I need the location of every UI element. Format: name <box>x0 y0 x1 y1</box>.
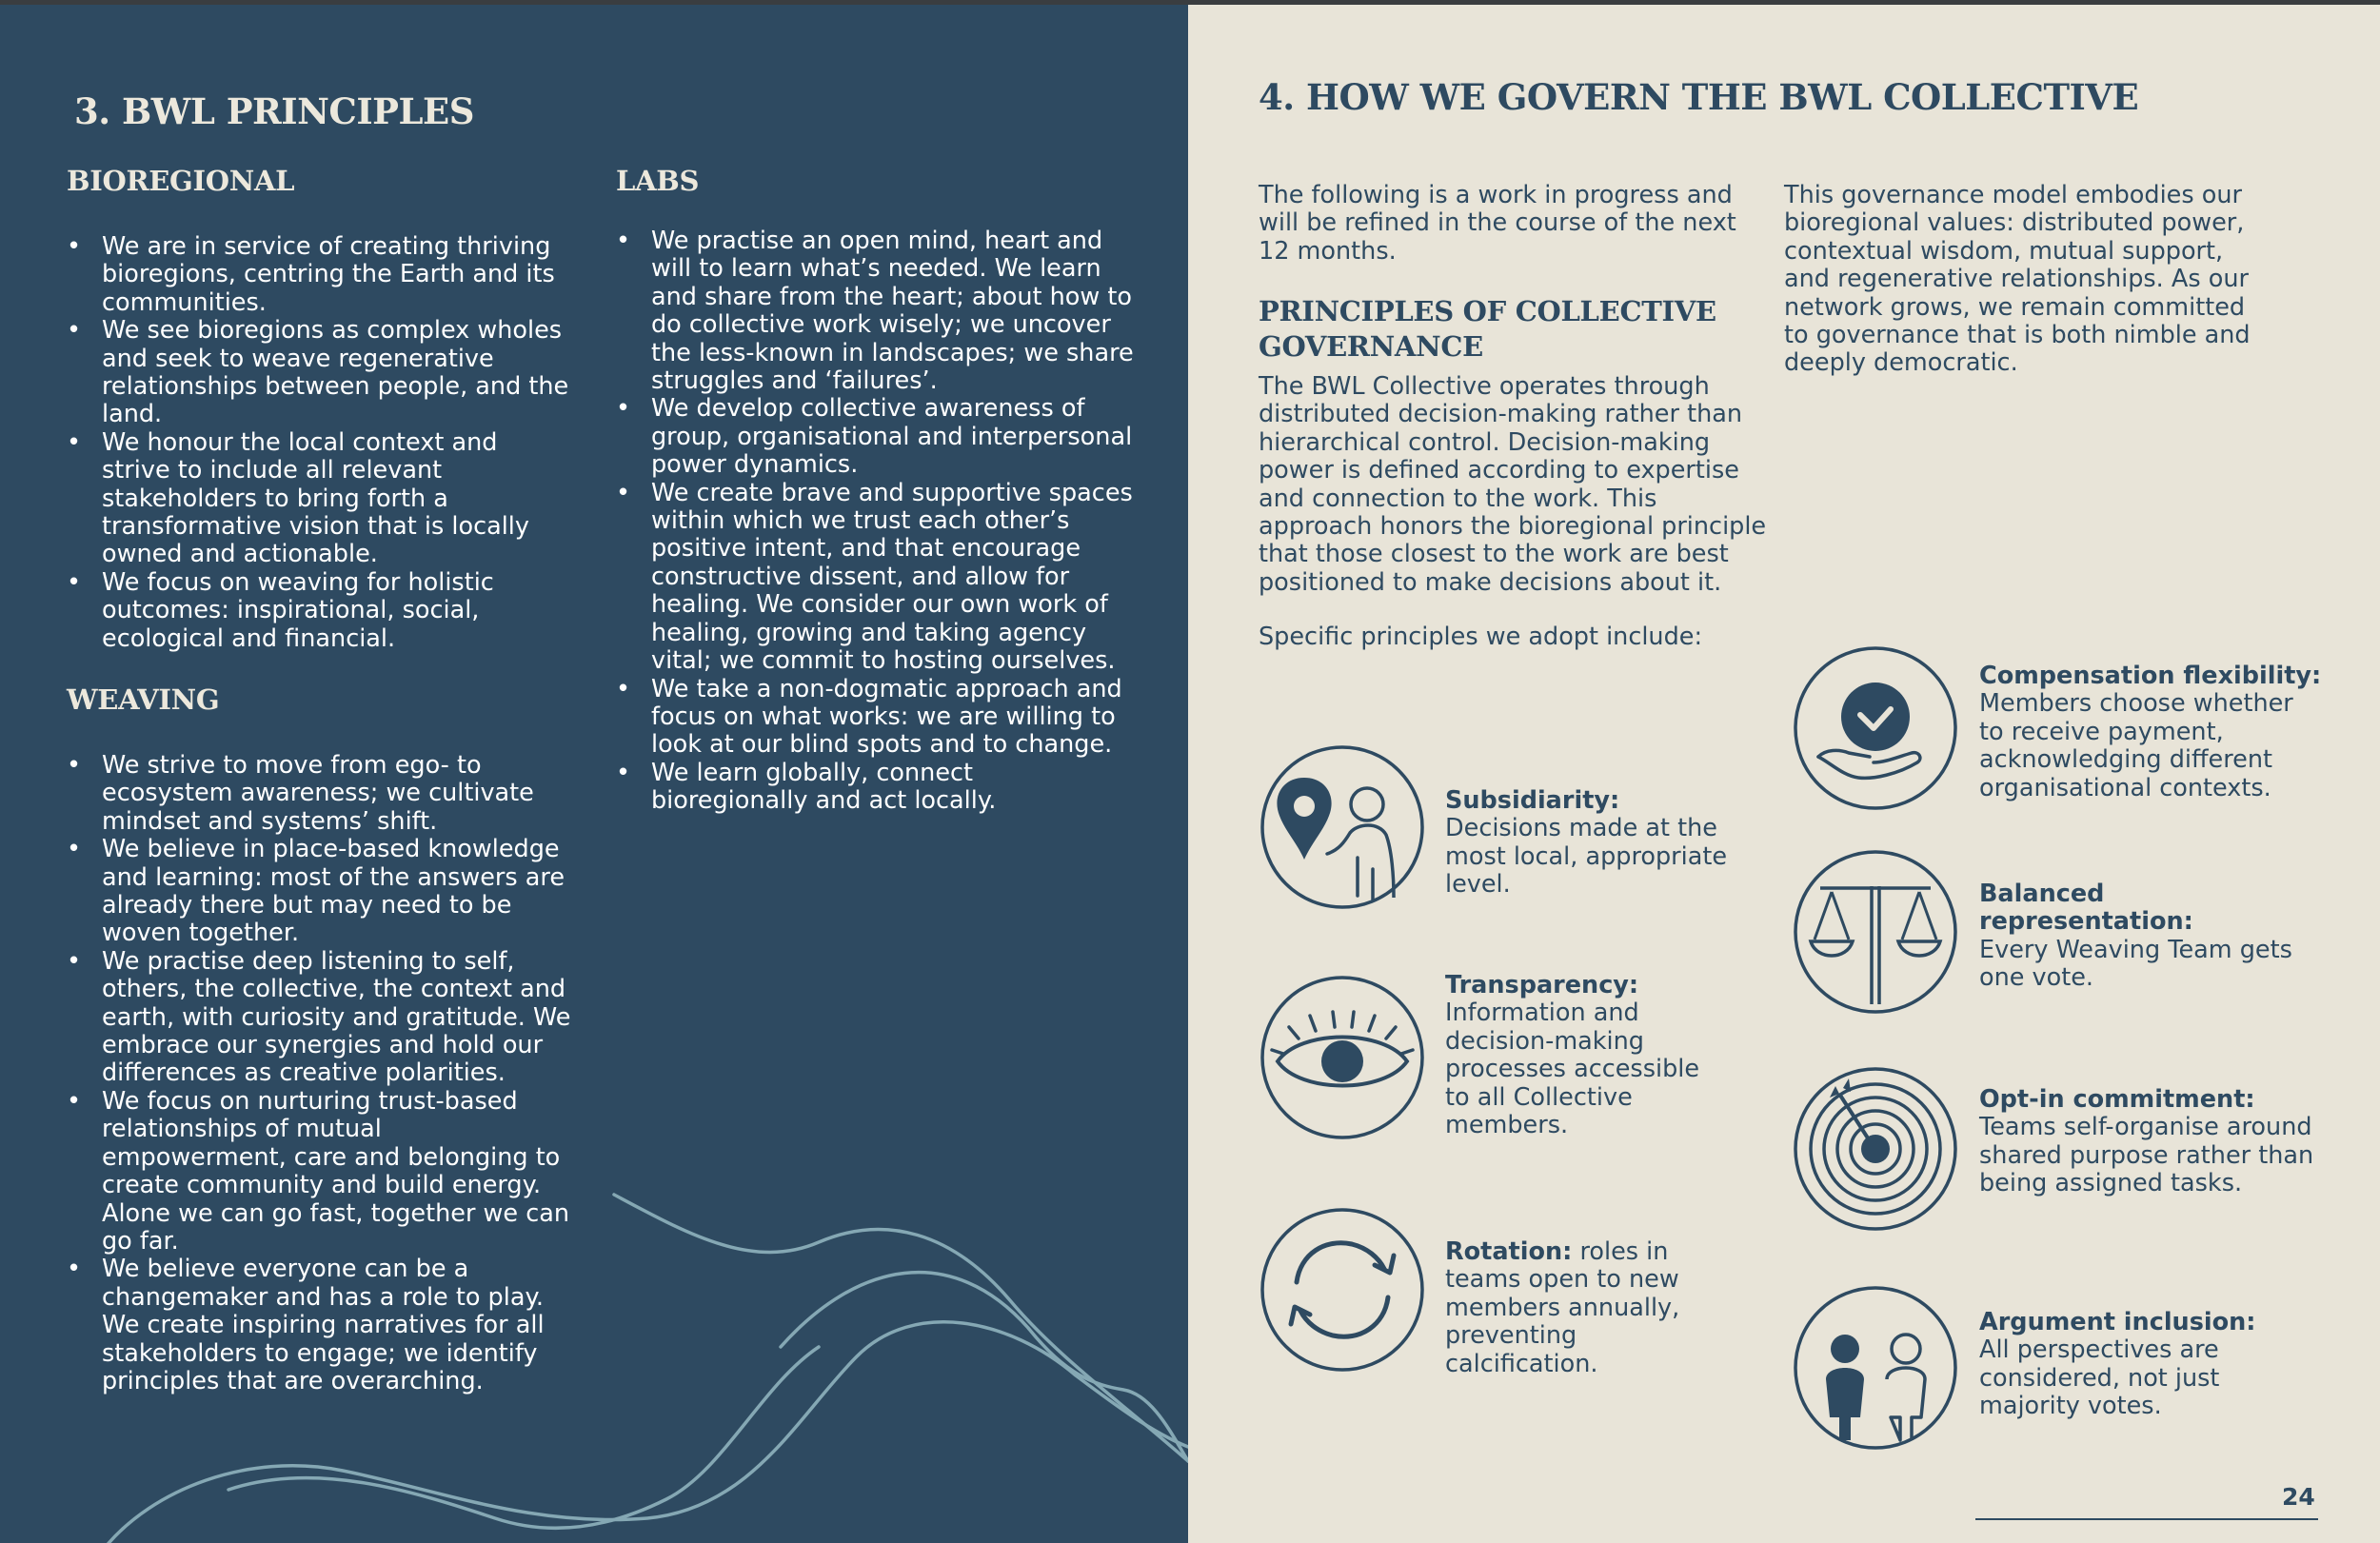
principle-title: Rotation: <box>1445 1237 1573 1266</box>
model-text: This governance model embodies our bioregional values: distributed power, contextual wisdom, mutual support, and regenerative relationships. As our network grows, we remain committed to governance that is both nimble and deeply democratic. <box>1784 181 2251 378</box>
principle-title: Argument inclusion: <box>1979 1308 2256 1336</box>
two-people-icon <box>1792 1284 1959 1452</box>
list-item: • We focus on nurturing trust-based relationships of mutual empowerment, care and belonging to create community and build energy. Alone we can go fast, together we can go far. <box>67 1088 571 1256</box>
principle-title: Compensation flexibility: <box>1979 662 2322 690</box>
list-item: • We believe in place-based knowledge and learning: most of the answers are already there but may need to be woven together. <box>67 836 571 948</box>
list-item: • We create brave and supportive spaces within which we trust each other’s positive intent, and that encourage constructive dissent, and allow for healing. We consider our own work of healing, growing and taking agency vital; we commit to hosting ourselves. <box>616 480 1135 676</box>
principle-rotation <box>1445 1238 1731 1378</box>
principle-title: Subsidiarity: <box>1445 786 1620 815</box>
principle-title: Transparency: <box>1445 971 1639 999</box>
weaving-list <box>67 752 571 1395</box>
principle-subsidiarity <box>1445 787 1731 900</box>
principle-text: roles in teams open to new members annually, preventing calcification. <box>1445 1237 1680 1378</box>
principle-title: Opt-in commitment: <box>1979 1085 2255 1114</box>
principle-compensation <box>1979 663 2322 802</box>
principles-text: The BWL Collective operates through distributed decision-making rather than hierarchical control. Decision-making power is defined according to expertise and connection to the work. This approach honors the bioregional principle that those closest to the work are best positioned to make decisions about it. <box>1259 372 1767 597</box>
left-page <box>0 5 1188 1543</box>
principle-argument <box>1979 1309 2322 1421</box>
specific-principles-label: Specific principles we adopt include: <box>1259 623 1703 651</box>
bioregional-heading: BIOREGIONAL <box>67 165 295 197</box>
principle-text: All perspectives are considered, not just majority votes. <box>1979 1335 2220 1421</box>
list-item: • We strive to move from ego- to ecosystem awareness; we cultivate mindset and systems’ shift. <box>67 752 571 836</box>
labs-heading: LABS <box>616 165 700 197</box>
list-item: • We see bioregions as complex wholes and seek to weave regenerative relationships between people, and the land. <box>67 317 571 429</box>
target-icon <box>1792 1065 1959 1233</box>
page-title: 3. BWL PRINCIPLES <box>74 90 474 132</box>
intro-text: The following is a work in progress and will be refined in the course of the next 12 months. <box>1259 181 1736 266</box>
list-item: • We are in service of creating thriving bioregions, centring the Earth and its communities. <box>67 233 571 317</box>
list-item: • We practise deep listening to self, others, the collective, the context and earth, with curiosity and gratitude. We embrace our synergies and hold our differences as creative polarities. <box>67 948 571 1088</box>
section-title: 4. HOW WE GOVERN THE BWL COLLECTIVE <box>1259 76 2139 118</box>
principle-text: Members choose whether to receive payment, acknowledging different organisational contexts. <box>1979 689 2293 802</box>
list-item: • We take a non-dogmatic approach and focus on what works: we are willing to look at our blind spots and to change. <box>616 676 1135 760</box>
list-item: • We learn globally, connect bioregionally and act locally. <box>616 760 1135 816</box>
right-page <box>1188 5 2380 1543</box>
principle-title: Balanced representation: <box>1979 880 2193 937</box>
principle-balanced <box>1979 880 2322 993</box>
weaving-heading: WEAVING <box>67 683 220 716</box>
list-item: • We focus on weaving for holistic outcomes: inspirational, social, ecological and financial. <box>67 569 571 653</box>
scales-icon <box>1792 848 1959 1016</box>
page-number: 24 <box>2282 1483 2315 1511</box>
principle-text: Teams self-organise around shared purpose rather than being assigned tasks. <box>1979 1113 2314 1198</box>
footer-divider <box>1975 1518 2318 1520</box>
principle-text: Every Weaving Team gets one vote. <box>1979 935 2292 993</box>
labs-list <box>616 227 1135 816</box>
list-item: • We believe everyone can be a changemaker and has a role to play. We create inspiring narratives for all stakeholders to engage; we identify principles that are overarching. <box>67 1256 571 1395</box>
principle-text: Information and decision-making processes accessible to all Collective members. <box>1445 999 1700 1140</box>
bioregional-list <box>67 233 571 653</box>
location-person-icon <box>1259 743 1426 911</box>
principle-text: Decisions made at the most local, appropriate level. <box>1445 814 1728 900</box>
rotation-arrows-icon <box>1259 1206 1426 1374</box>
list-item: • We develop collective awareness of group, organisational and interpersonal power dynamics. <box>616 395 1135 479</box>
principles-heading: PRINCIPLES OF COLLECTIVE GOVERNANCE <box>1259 295 1716 363</box>
list-item: • We honour the local context and strive to include all relevant stakeholders to bring forth a transformative vision that is locally owned and actionable. <box>67 429 571 569</box>
eye-icon <box>1259 974 1426 1141</box>
principle-optin <box>1979 1086 2341 1198</box>
principle-transparency <box>1445 972 1731 1139</box>
hand-check-icon <box>1792 644 1959 812</box>
list-item: • We practise an open mind, heart and will to learn what’s needed. We learn and share from the heart; about how to do collective work wisely; we uncover the less-known in landscapes; we share struggles and ‘failures’. <box>616 227 1135 395</box>
